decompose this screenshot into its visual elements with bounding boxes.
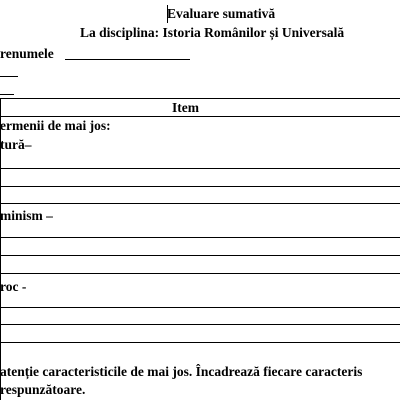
answer-line (0, 342, 400, 343)
term-1: tură– (0, 137, 32, 152)
table-header-item: Item (172, 100, 199, 115)
answer-line (0, 168, 400, 169)
exercise2-instruction-line1: atenție caracteristicile de mai jos. Încadrează fiecare caracteris (0, 364, 363, 379)
title-divider (167, 5, 168, 23)
answer-line (0, 255, 400, 256)
blank-line-1 (0, 76, 18, 77)
exercise2-instruction-line2: respunzătoare. (0, 382, 86, 397)
table-top-border (0, 98, 400, 99)
name-label: renumele (0, 46, 54, 61)
answer-line (0, 203, 400, 204)
table-header-bottom (0, 116, 400, 117)
document-title: Evaluare sumativă (167, 6, 276, 21)
answer-line (0, 186, 400, 187)
answer-line (0, 273, 400, 274)
term-3: roc - (0, 279, 27, 294)
answer-line (0, 237, 400, 238)
name-line (65, 59, 190, 60)
blank-line-2 (0, 94, 14, 95)
exercise1-instruction: ermenii de mai jos: (0, 118, 111, 133)
answer-line (0, 324, 400, 325)
term-2: minism – (0, 208, 53, 223)
answer-line (0, 307, 400, 308)
document-subtitle: La disciplina: Istoria Românilor și Universală (80, 25, 345, 40)
